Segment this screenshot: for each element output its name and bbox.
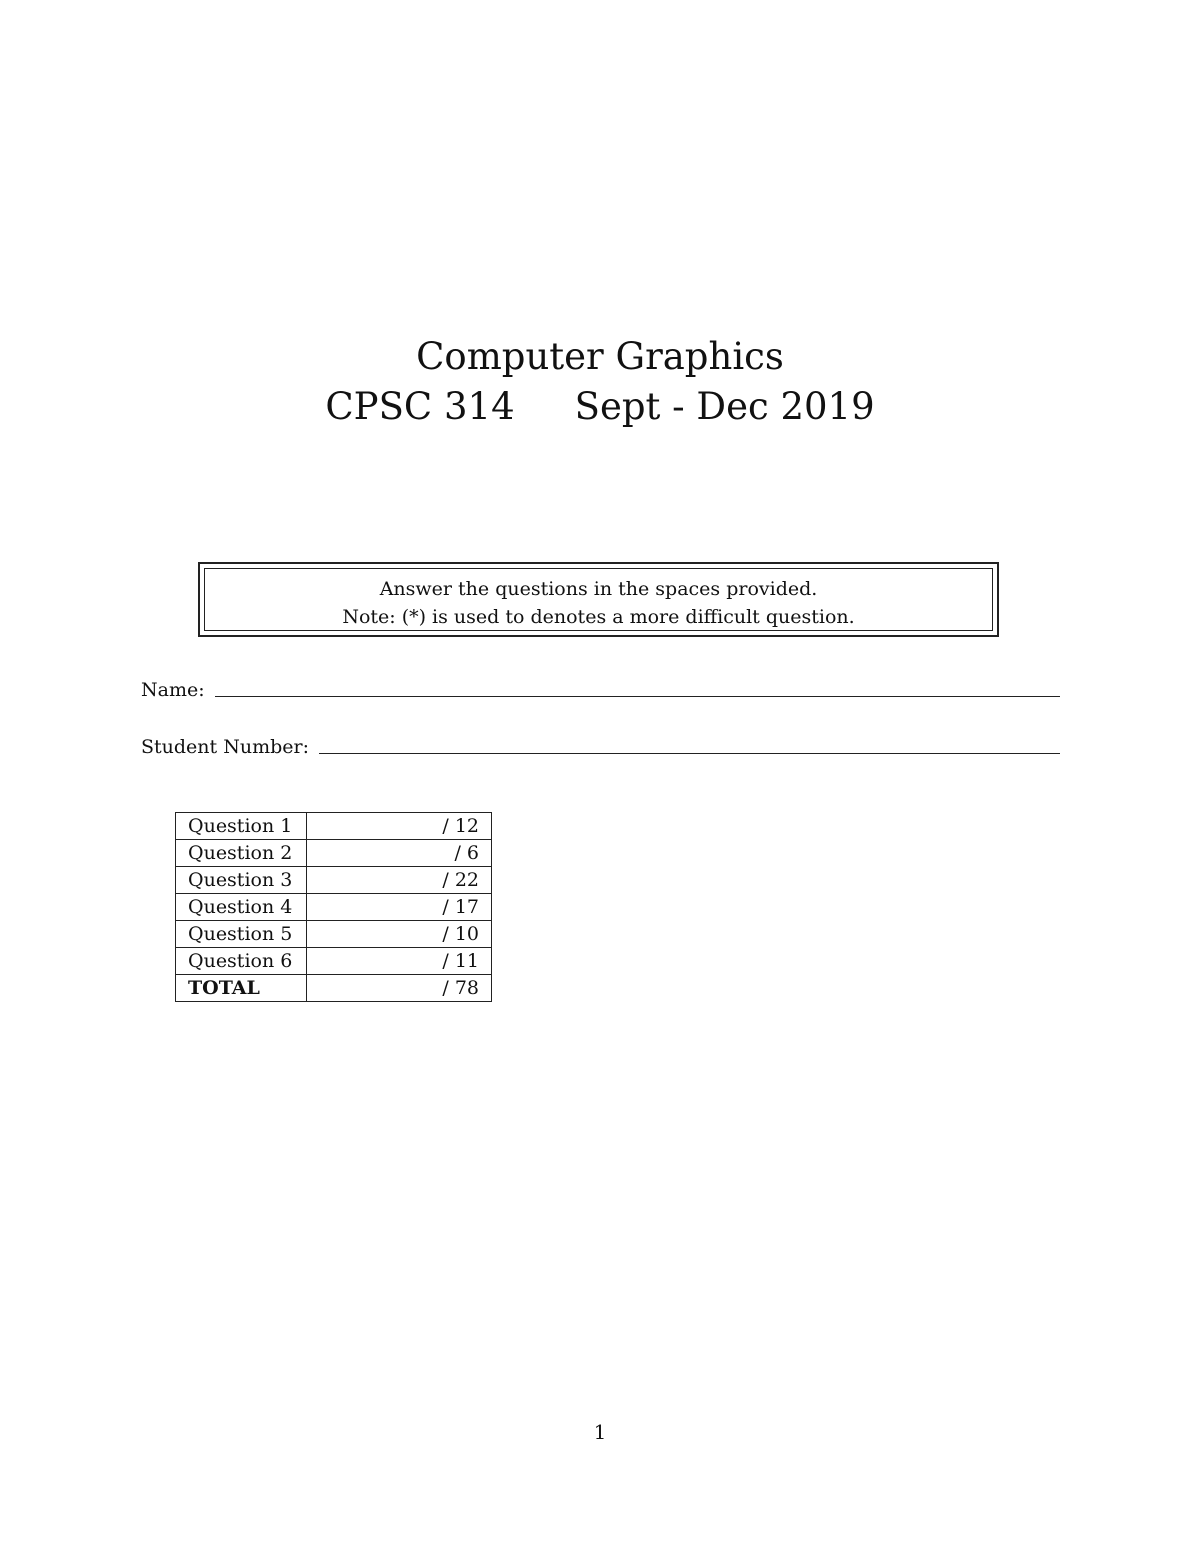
question-score: / 11 [307, 948, 492, 975]
course-subtitle [0, 382, 1200, 432]
table-row [176, 867, 492, 894]
name-label: Name: [141, 679, 205, 701]
student-number-label: Student Number: [141, 736, 309, 758]
question-label: Question 1 [176, 813, 307, 840]
student-number-field [141, 733, 1060, 758]
total-row [176, 975, 492, 1002]
title-block [0, 332, 1200, 432]
course-code: CPSC 314 [325, 385, 515, 428]
table-row [176, 813, 492, 840]
question-label: Question 5 [176, 921, 307, 948]
question-score: / 10 [307, 921, 492, 948]
course-term: Sept - Dec 2019 [574, 385, 875, 428]
table-row [176, 921, 492, 948]
student-number-blank-line[interactable] [319, 733, 1060, 754]
score-table [175, 812, 492, 1002]
page-number: 1 [593, 1420, 607, 1444]
table-row [176, 840, 492, 867]
table-row [176, 894, 492, 921]
question-label: Question 6 [176, 948, 307, 975]
total-label: TOTAL [176, 975, 307, 1002]
question-score: / 17 [307, 894, 492, 921]
question-label: Question 3 [176, 867, 307, 894]
question-score: / 22 [307, 867, 492, 894]
name-blank-line[interactable] [215, 676, 1060, 697]
table-row [176, 948, 492, 975]
question-label: Question 4 [176, 894, 307, 921]
page-title: Computer Graphics [416, 335, 784, 378]
name-field [141, 676, 1060, 701]
question-score: / 12 [307, 813, 492, 840]
instructions-inner-frame [204, 568, 993, 631]
instructions-box [198, 562, 999, 637]
total-score: / 78 [307, 975, 492, 1002]
question-score: / 6 [307, 840, 492, 867]
question-label: Question 2 [176, 840, 307, 867]
instructions-line-2: Note: (*) is used to denotes a more difficult question. [342, 606, 855, 628]
instructions-line-1: Answer the questions in the spaces provided. [379, 578, 818, 600]
